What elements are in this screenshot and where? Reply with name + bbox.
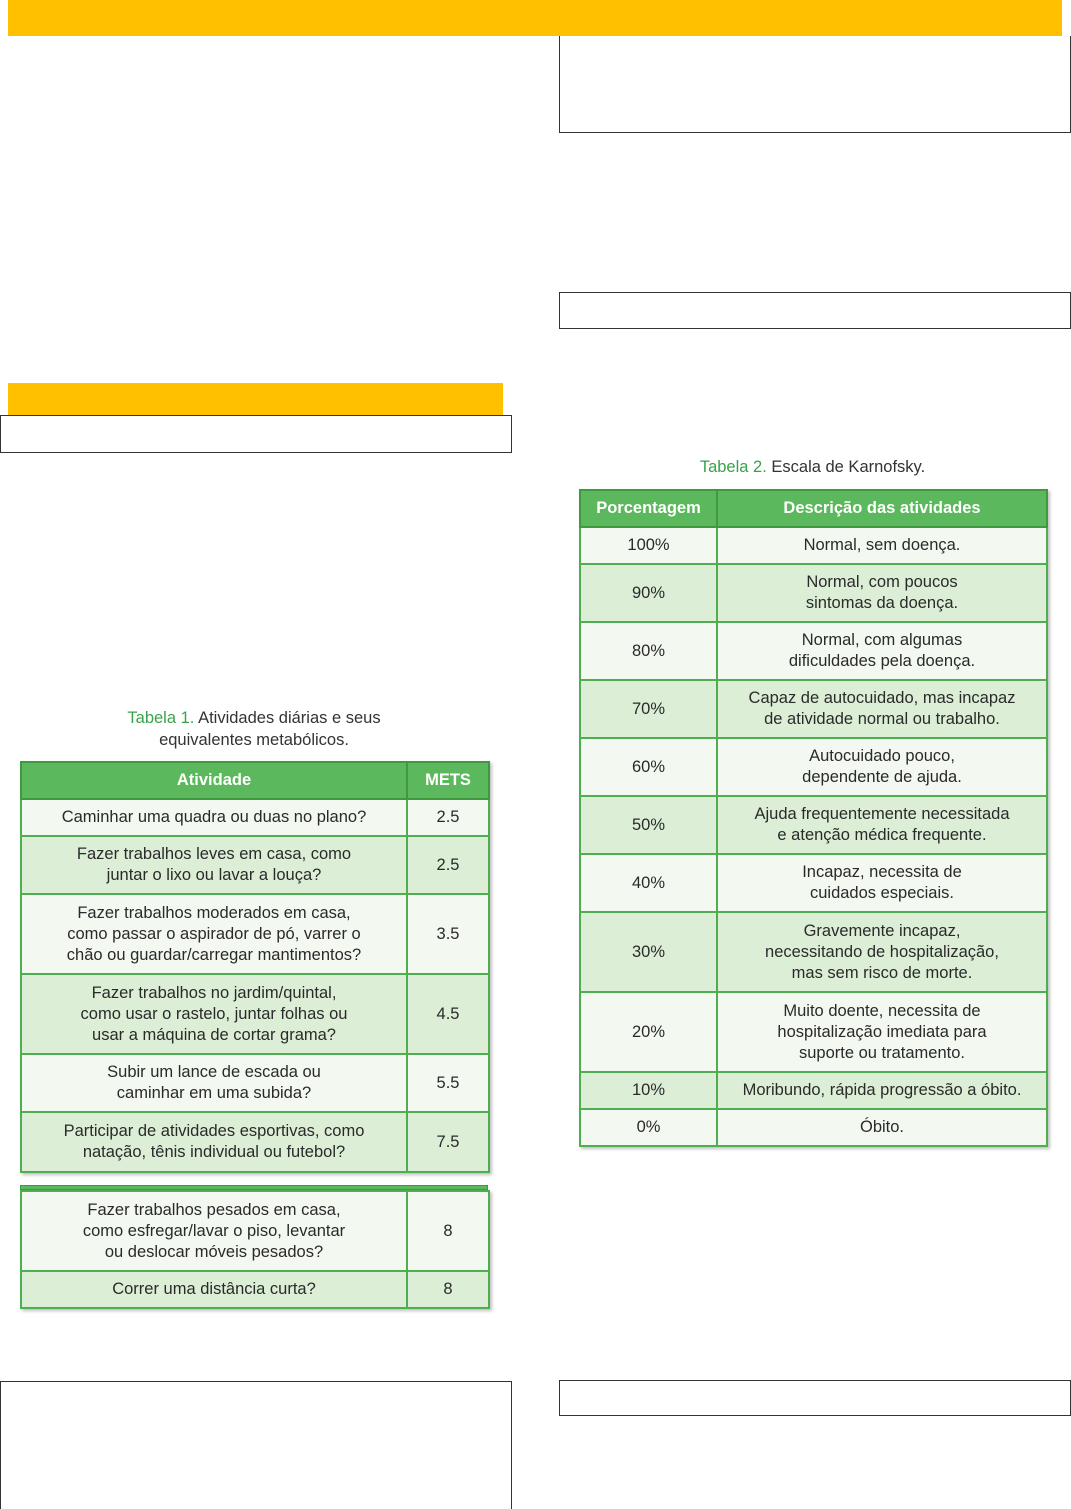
table-cell-description — [21, 1112, 407, 1172]
table-cell-percentage: 30% — [580, 912, 717, 992]
table2-karnofsky-scale — [579, 489, 1048, 1147]
table-cell-line: Fazer trabalhos pesados em casa, — [87, 1200, 341, 1219]
table-cell-line: Muito doente, necessita de — [783, 1001, 981, 1020]
answer-box-mid-left — [0, 415, 512, 453]
table-row — [580, 796, 1047, 854]
table-cell-description — [717, 1072, 1047, 1109]
table1-header-mets: METS — [407, 762, 489, 799]
table-row — [580, 738, 1047, 796]
table-cell-line: usar a máquina de cortar grama? — [92, 1025, 336, 1044]
table-cell-description — [717, 796, 1047, 854]
table-cell-mets: 8 — [407, 1271, 489, 1308]
table-cell-percentage: 60% — [580, 738, 717, 796]
table1-header-activity: Atividade — [21, 762, 407, 799]
table-cell-line: Ajuda frequentemente necessitada — [754, 805, 1010, 823]
table-row — [21, 1191, 489, 1271]
answer-box-bottom-left — [0, 1381, 512, 1509]
table-cell-mets: 7.5 — [407, 1112, 489, 1172]
table-cell-percentage: 100% — [580, 527, 717, 564]
table-cell-description — [21, 799, 407, 836]
table-cell-line: sintomas da doença. — [805, 594, 959, 612]
table-cell-description — [717, 680, 1047, 738]
table-cell-line: mas sem risco de morte. — [791, 963, 973, 982]
table-cell-percentage: 80% — [580, 622, 717, 680]
table-cell-description — [717, 527, 1047, 564]
table-cell-description — [21, 974, 407, 1054]
table-cell-line: Correr uma distância curta? — [112, 1280, 316, 1298]
table-cell-line: Fazer trabalhos leves em casa, como — [76, 845, 352, 863]
table2-caption — [579, 456, 1046, 478]
table-cell-line: Subir um lance de escada ou — [107, 1063, 321, 1081]
table-cell-line: Normal, com algumas — [801, 631, 963, 649]
table-cell-percentage: 10% — [580, 1072, 717, 1109]
table-cell-line: Fazer trabalhos moderados em casa, — [77, 903, 351, 922]
table-row — [21, 836, 489, 894]
table-cell-line: suporte ou tratamento. — [798, 1043, 965, 1062]
table-cell-mets: 8 — [407, 1191, 489, 1271]
table-cell-mets: 4.5 — [407, 974, 489, 1054]
table1-caption-label: Tabela 1. — [127, 709, 195, 727]
table-cell-line: Óbito. — [859, 1118, 905, 1136]
table-row — [580, 1072, 1047, 1109]
table-cell-line: natação, tênis individual ou futebol? — [82, 1143, 346, 1161]
table-cell-line: Fazer trabalhos no jardim/quintal, — [91, 983, 337, 1002]
table-cell-line: cuidados especiais. — [809, 884, 954, 902]
table-row — [21, 799, 489, 836]
table-cell-line: dependente de ajuda. — [802, 768, 962, 786]
table-cell-percentage: 40% — [580, 854, 717, 912]
table-cell-description — [21, 1191, 407, 1271]
table1-caption-line2: equivalentes metabólicos. — [159, 731, 349, 749]
table-cell-line: de atividade normal ou trabalho. — [764, 710, 1000, 728]
table-row — [580, 1109, 1047, 1146]
table-cell-line: ou deslocar móveis pesados? — [104, 1242, 324, 1261]
table-cell-percentage: 90% — [580, 564, 717, 622]
top-header-bar — [8, 0, 1062, 36]
table1-caption — [20, 707, 488, 751]
table-row — [580, 992, 1047, 1072]
table-cell-percentage: 0% — [580, 1109, 717, 1146]
table-cell-line: e atenção médica frequente. — [777, 826, 987, 844]
table2-header-percentage: Porcentagem — [580, 490, 717, 527]
table-cell-line: Caminhar uma quadra ou duas no plano? — [61, 808, 367, 826]
table-cell-description — [717, 1109, 1047, 1146]
table-cell-description — [21, 1054, 407, 1112]
table-row — [580, 912, 1047, 992]
table-cell-mets: 5.5 — [407, 1054, 489, 1112]
table-row — [580, 527, 1047, 564]
table-row — [21, 974, 489, 1054]
table-cell-description — [21, 1271, 407, 1308]
table-cell-description — [717, 854, 1047, 912]
answer-box-top-right — [559, 36, 1071, 133]
table2-header-description: Descrição das atividades — [717, 490, 1047, 527]
table-cell-line: Normal, sem doença. — [803, 536, 961, 554]
table-cell-line: como passar o aspirador de pó, varrer o — [67, 924, 361, 943]
table-cell-line: Participar de atividades esportivas, como — [63, 1122, 365, 1140]
table-cell-description — [21, 836, 407, 894]
table-cell-line: Normal, com poucos — [806, 573, 958, 591]
table-cell-line: Gravemente incapaz, — [803, 921, 961, 940]
table-cell-percentage: 70% — [580, 680, 717, 738]
table-cell-percentage: 20% — [580, 992, 717, 1072]
table-row — [580, 854, 1047, 912]
table-cell-line: chão ou guardar/carregar mantimentos? — [66, 945, 362, 964]
section-header-bar — [8, 383, 503, 415]
table-cell-line: dificuldades pela doença. — [788, 652, 976, 670]
table-cell-percentage: 50% — [580, 796, 717, 854]
table-cell-line: necessitando de hospitalização, — [765, 942, 999, 961]
table-row — [580, 564, 1047, 622]
table-cell-description — [717, 912, 1047, 992]
table-cell-line: Moribundo, rápida progressão a óbito. — [742, 1081, 1022, 1099]
table-cell-description — [717, 738, 1047, 796]
table-cell-line: como esfregar/lavar o piso, levantar — [82, 1221, 346, 1240]
table-cell-mets: 2.5 — [407, 836, 489, 894]
table-cell-description — [717, 564, 1047, 622]
table1-continued — [20, 1190, 490, 1309]
table-row — [580, 680, 1047, 738]
table-cell-line: hospitalização imediata para — [777, 1022, 987, 1041]
table-cell-mets: 2.5 — [407, 799, 489, 836]
answer-box-mid-right — [559, 292, 1071, 329]
table-cell-line: Incapaz, necessita de — [802, 863, 962, 881]
table2-caption-label: Tabela 2. — [699, 458, 767, 476]
table1-caption-line1: Atividades diárias e seus — [198, 709, 381, 727]
table-cell-line: juntar o lixo ou lavar a louça? — [106, 866, 322, 884]
table-row — [580, 622, 1047, 680]
table-cell-line: caminhar em uma subida? — [116, 1084, 312, 1102]
table-row — [21, 1054, 489, 1112]
table-cell-line: como usar o rastelo, juntar folhas ou — [80, 1004, 348, 1023]
table-row — [21, 1271, 489, 1308]
table-cell-line: Capaz de autocuidado, mas incapaz — [748, 689, 1016, 707]
table-cell-line: Autocuidado pouco, — [809, 747, 955, 765]
table-cell-description — [21, 894, 407, 974]
table2-caption-text: Escala de Karnofsky. — [771, 458, 926, 476]
answer-box-bottom-right — [559, 1380, 1071, 1416]
table-cell-description — [717, 622, 1047, 680]
table-cell-description — [717, 992, 1047, 1072]
table-row — [21, 1112, 489, 1172]
table1-daily-activities — [20, 761, 490, 1173]
table-cell-mets: 3.5 — [407, 894, 489, 974]
table-row — [21, 894, 489, 974]
